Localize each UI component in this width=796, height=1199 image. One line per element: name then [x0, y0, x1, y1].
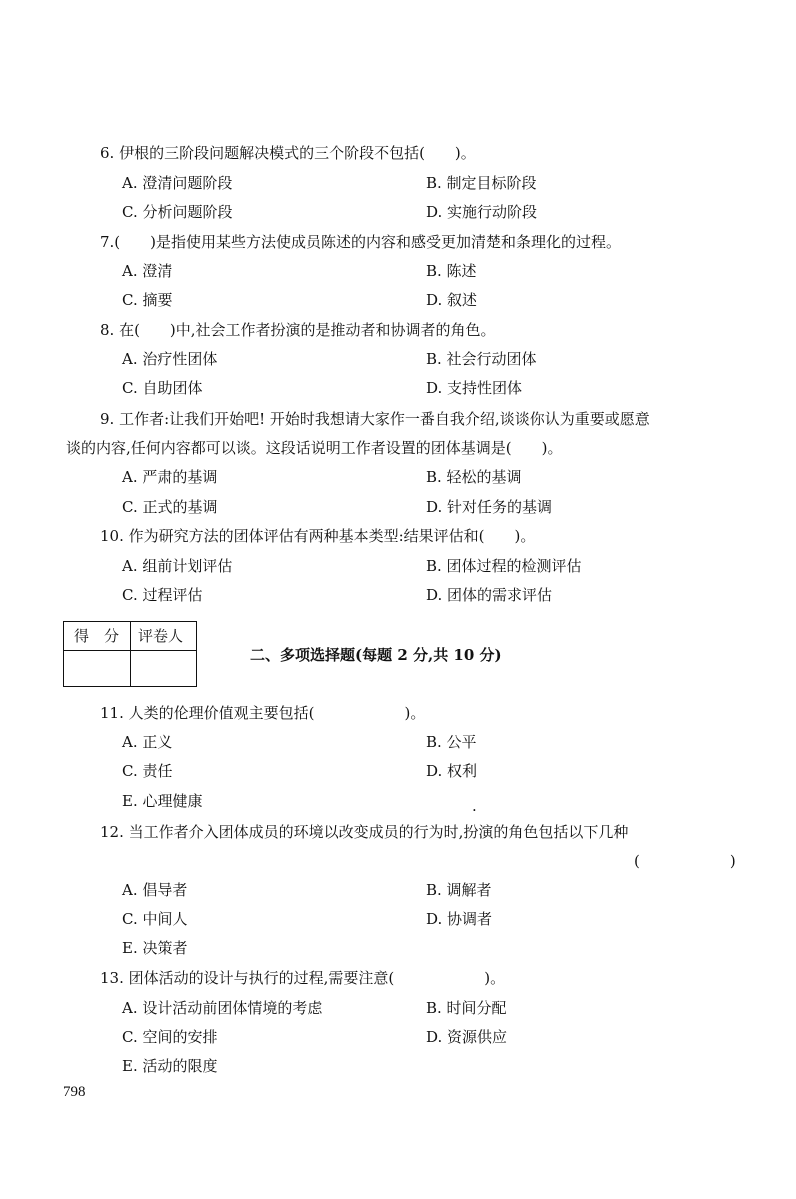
q7-option-c: C. 摘要 [122, 291, 173, 309]
grader-label: 评卷人 [138, 627, 184, 645]
q7-option-a: A. 澄清 [122, 262, 173, 280]
q13-option-d: D. 资源供应 [426, 1028, 508, 1046]
q12-stem: 12. 当工作者介入团体成员的环境以改变成员的行为时,扮演的角色包括以下几种 [100, 823, 629, 841]
q8-stem: 8. 在( )中,社会工作者扮演的是推动者和协调者的角色。 [100, 321, 496, 339]
q11-stem: 11. 人类的伦理价值观主要包括( )。 [100, 704, 426, 722]
q9-option-d: D. 针对任务的基调 [426, 498, 553, 516]
q9-option-c: C. 正式的基调 [122, 498, 218, 516]
q11-option-d: D. 权利 [426, 762, 478, 780]
q6-option-d: D. 实施行动阶段 [426, 203, 538, 221]
score-table [63, 621, 197, 687]
q10-stem: 10. 作为研究方法的团体评估有两种基本类型:结果评估和( )。 [100, 527, 536, 545]
q8-option-a: A. 治疗性团体 [122, 350, 218, 368]
q13-option-b: B. 时间分配 [426, 999, 507, 1017]
q8-option-b: B. 社会行动团体 [426, 350, 537, 368]
q8-option-d: D. 支持性团体 [426, 379, 523, 397]
q7-option-d: D. 叙述 [426, 291, 478, 309]
q12-option-b: B. 调解者 [426, 881, 492, 899]
q11-option-a: A. 正义 [122, 733, 173, 751]
q10-option-a: A. 组前计划评估 [122, 557, 233, 575]
score-label: 得 分 [74, 627, 120, 645]
q12-option-c: C. 中间人 [122, 910, 188, 928]
q12-option-e: E. 决策者 [122, 939, 188, 957]
q9-option-a: A. 严肃的基调 [122, 468, 218, 486]
q11-option-e: E. 心理健康 [122, 792, 203, 810]
score-table-column-divider [130, 622, 131, 686]
q8-option-c: C. 自助团体 [122, 379, 203, 397]
q10-option-b: B. 团体过程的检测评估 [426, 557, 582, 575]
q9-option-b: B. 轻松的基调 [426, 468, 522, 486]
q6-option-b: B. 制定目标阶段 [426, 174, 537, 192]
q7-stem: 7.( )是指使用某些方法使成员陈述的内容和感受更加清楚和条理化的过程。 [100, 233, 622, 251]
page-number: 798 [63, 1084, 86, 1100]
stray-dot: . [472, 797, 477, 815]
q13-option-a: A. 设计活动前团体情境的考虑 [122, 999, 323, 1017]
q6-option-c: C. 分析问题阶段 [122, 203, 233, 221]
q10-option-c: C. 过程评估 [122, 586, 203, 604]
q10-option-d: D. 团体的需求评估 [426, 586, 553, 604]
q13-option-c: C. 空间的安排 [122, 1028, 218, 1046]
q6-option-a: A. 澄清问题阶段 [122, 174, 233, 192]
q12-answer-paren: ( ) [634, 852, 736, 870]
q9-stem-line2: 谈的内容,任何内容都可以谈。这段话说明工作者设置的团体基调是( )。 [66, 439, 563, 457]
q12-option-d: D. 协调者 [426, 910, 493, 928]
q6-stem: 6. 伊根的三阶段问题解决模式的三个阶段不包括( )。 [100, 144, 476, 162]
section-title: 二、多项选择题(每题 2 分,共 10 分) [250, 646, 502, 664]
q11-option-b: B. 公平 [426, 733, 477, 751]
q13-option-e: E. 活动的限度 [122, 1057, 218, 1075]
q12-option-a: A. 倡导者 [122, 881, 188, 899]
q11-option-c: C. 责任 [122, 762, 173, 780]
q7-option-b: B. 陈述 [426, 262, 477, 280]
q9-stem-line1: 9. 工作者:让我们开始吧! 开始时我想请大家作一番自我介绍,谈谈你认为重要或愿意 [100, 410, 650, 428]
q13-stem: 13. 团体活动的设计与执行的过程,需要注意( )。 [100, 969, 506, 987]
